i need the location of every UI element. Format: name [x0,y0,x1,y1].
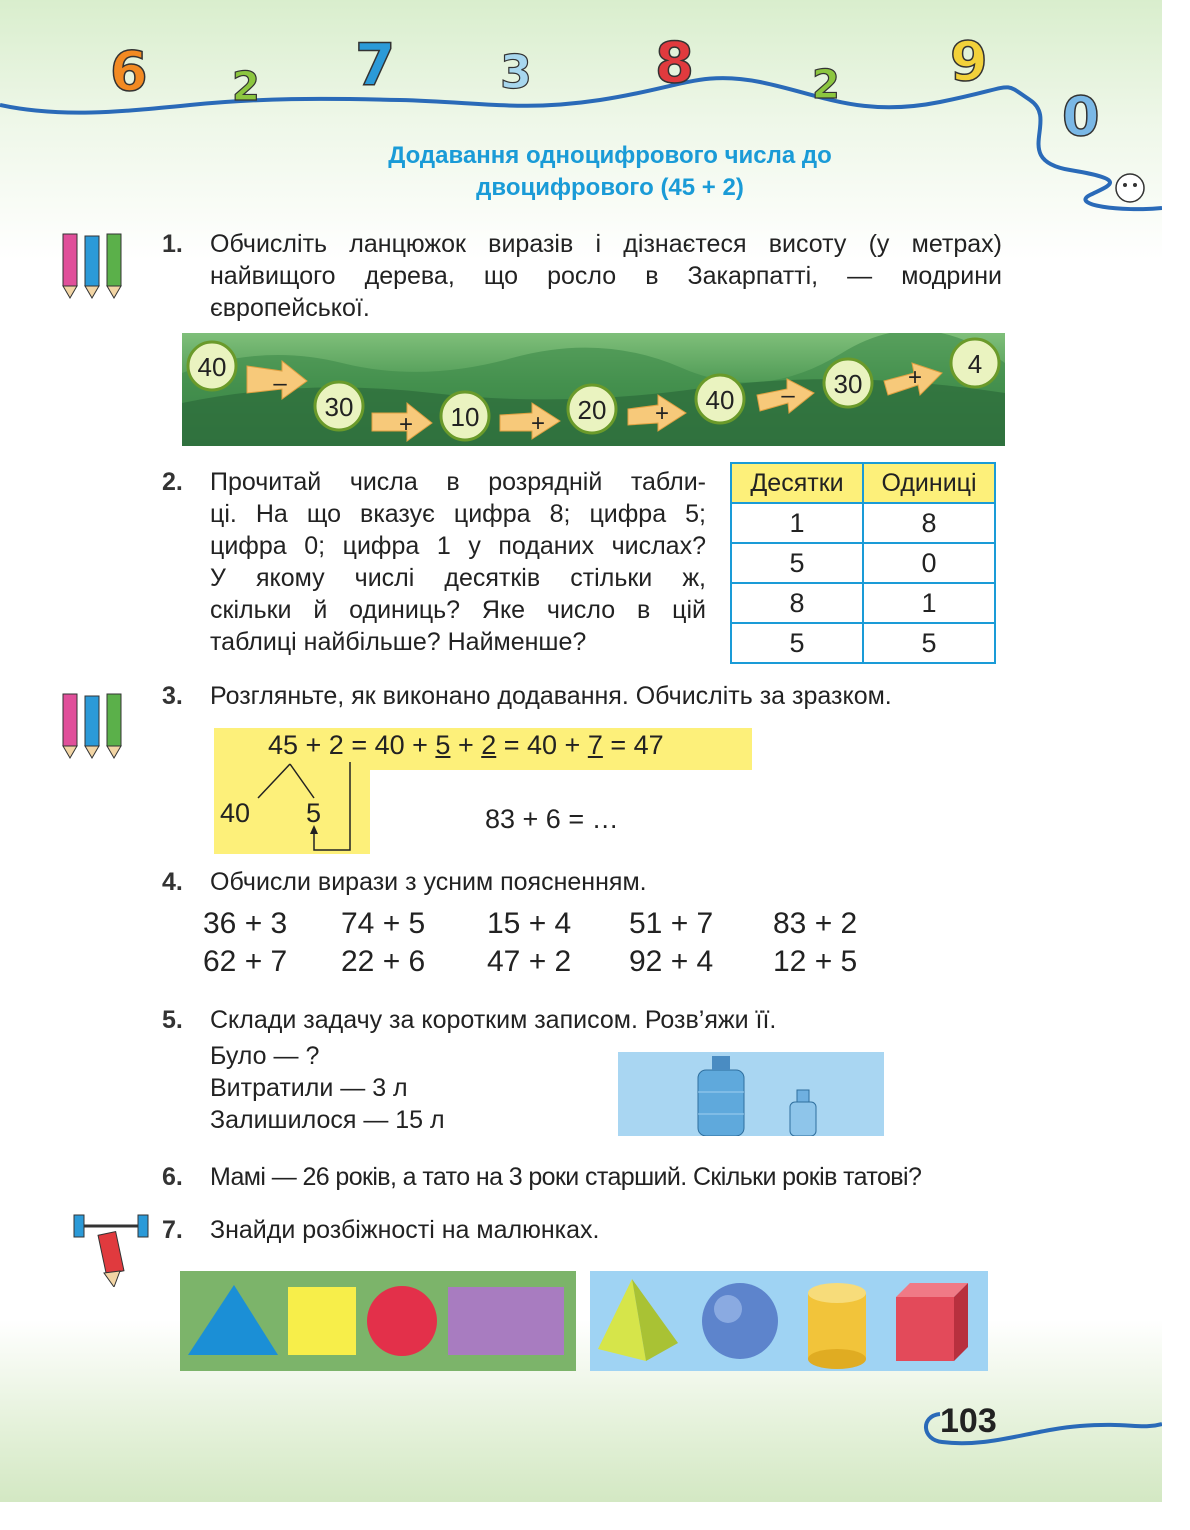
digit-0-icon [1062,85,1100,148]
svg-text:7: 7 [355,31,396,99]
solid-shapes [590,1271,988,1371]
task-2-line-6: таблиці найбільше? Найменше? [210,628,587,656]
table-header-tens: Десятки [731,463,863,503]
task-1-number: 1. [162,230,183,258]
task-2-text [210,466,706,658]
task-5-number: 5. [162,1006,183,1034]
cube-icon [896,1297,954,1361]
digit-9-icon [950,30,988,93]
table-row [731,503,995,543]
svg-text:0: 0 [1062,85,1100,148]
digit-8-icon [655,31,694,96]
sample-part: = 47 [602,730,664,760]
digit-3-icon [500,45,532,99]
chain-value-5: 30 [833,369,863,399]
task-4-text: Обчисли вирази з усним поясненням. [210,868,647,896]
mouse-icon [1116,174,1144,202]
flat-shapes-picture [180,1271,576,1371]
chain-value-6: 4 [967,349,983,379]
op-4: + [654,400,670,427]
op-3: + [530,410,546,437]
task-7-text: Знайди розбіжності на малюнках. [210,1216,600,1244]
expression: 83 + 2 [773,907,858,940]
digit-7-icon [355,31,395,99]
sample-part: = 40 + [496,730,588,760]
right-margin [1162,0,1190,1530]
bottles-icon [618,1052,884,1136]
title-line-2: двоцифрового (45 + 2) [476,174,744,201]
svg-text:2: 2 [812,62,840,108]
sample-part: + [450,730,482,760]
op-1: – [273,370,287,397]
task-2-line-1: Прочитай числа в розрядній табли- [210,468,706,496]
expression: 51 + 7 [629,907,714,940]
triangle-icon [188,1285,278,1355]
op-6: + [907,364,923,391]
svg-text:2: 2 [232,64,260,110]
expression: 22 + 6 [341,945,426,978]
chain-value-3: 20 [577,395,607,425]
digit-2b-icon [812,62,840,108]
task-3-number: 3. [162,682,183,710]
expression: 36 + 3 [203,907,288,940]
sphere-icon [702,1283,778,1359]
title-line-1: Додавання одноцифрового числа до [388,142,832,169]
bottom-margin [0,1502,1190,1530]
square-icon [288,1287,356,1355]
task-2-line-2: ці. На що вказує цифра 8; цифра 5; [210,500,706,528]
chain-value-4: 40 [705,385,735,415]
digit-2-icon [232,64,260,110]
task-6-number: 6. [162,1163,183,1191]
chain-value-1: 30 [324,392,354,422]
task-4-number: 4. [162,868,183,896]
table-row [731,623,995,663]
sample-underlined-7: 7 [587,730,603,760]
expression: 47 + 2 [487,945,572,978]
task-1-text: Обчисліть ланцюжок виразів і дізнаєтеся висоту (у метрах) найвищого дерева, що росло в Закарпатті, — модрини європейської. [210,230,1002,322]
op-2: + [398,411,414,438]
page-number: 103 [940,1402,997,1440]
split-diagram [214,728,374,854]
water-bottles-picture [618,1052,884,1136]
split-left-value: 40 [220,798,251,828]
table-row [731,543,995,583]
task-3-exercise: 83 + 6 = … [485,804,619,834]
task-5-text: Склади задачу за коротким записом. Розв’яжи її. [210,1006,777,1034]
expression: 74 + 5 [341,907,426,940]
chain-value-2: 10 [450,402,480,432]
table-cell: 0 [863,543,995,583]
task-2-line-4: У якому числі десятків стільки ж, [210,564,706,592]
table-cell: 8 [731,583,863,623]
sample-part: 45 + 2 = 40 + [268,730,436,760]
place-value-table [730,462,996,664]
group-work-pencils-icon [55,228,135,300]
digit-6-icon [110,40,148,103]
table-row [731,583,995,623]
op-5: – [781,382,795,409]
table-cell: 1 [731,503,863,543]
svg-text:8: 8 [655,31,694,96]
group-work-pencils-icon-2 [55,688,135,760]
sample-solution [214,728,752,854]
table-header-row [731,463,995,503]
table-cell: 1 [863,583,995,623]
table-header-ones: Одиниці [863,463,995,503]
table-cell: 5 [731,623,863,663]
table-cell: 8 [863,503,995,543]
chain-start-value: 40 [197,352,227,382]
table-cell: 5 [731,543,863,583]
sample-underlined-5: 5 [435,730,451,760]
pencil-weightlifter-icon [72,1205,152,1287]
task-3-text: Розгляньте, як виконано додавання. Обчисліть за зразком. [210,682,892,710]
split-right-value: 5 [306,798,322,828]
flat-shapes [180,1271,576,1371]
svg-text:6: 6 [110,40,148,103]
task-5-line-2: Витратили — 3 л [210,1074,408,1102]
task-6-text: Мамі — 26 років, а тато на 3 роки старший. Скільки років татові? [210,1163,922,1191]
rectangle-icon [448,1287,564,1355]
expression: 12 + 5 [773,945,858,978]
solid-shapes-picture [590,1271,988,1371]
task-5-line-1: Було — ? [210,1042,320,1070]
page-title [200,140,1020,204]
chain-diagram [182,333,1005,446]
svg-text:9: 9 [950,30,988,93]
svg-text:3: 3 [500,45,533,99]
task-5-line-3: Залишилося — 15 л [210,1106,445,1134]
circle-icon [367,1286,437,1356]
expression: 62 + 7 [203,945,288,978]
expression: 15 + 4 [487,907,572,940]
task-2-line-3: цифра 0; цифра 1 у поданих числах? [210,532,706,560]
table-cell: 5 [863,623,995,663]
sample-underlined-2: 2 [481,730,497,760]
task-2-line-5: скільки й одиниць? Яке число в цій [210,596,706,624]
task-7-number: 7. [162,1216,183,1244]
task-2-number: 2. [162,468,183,496]
expression: 92 + 4 [629,945,714,978]
